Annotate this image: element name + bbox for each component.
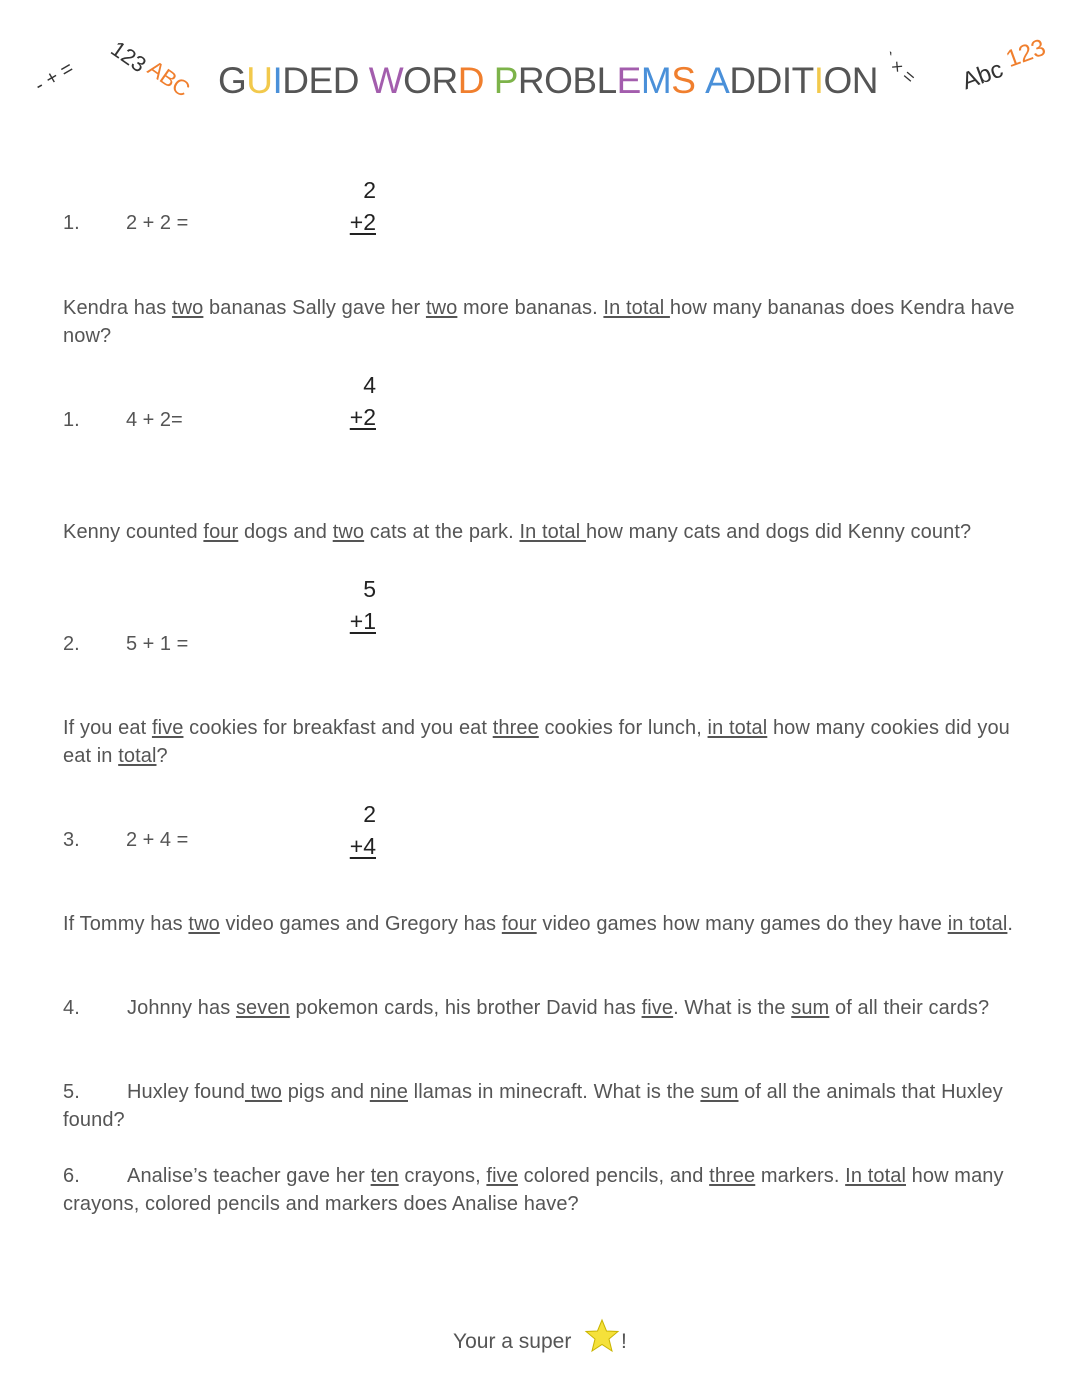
numbered-problem-5 [63,1078,1028,1134]
underlined-keyword: two [171,297,204,319]
text-segment: bananas Sally gave her [203,297,426,319]
text-segment: Analise’s teacher gave her [127,1165,371,1187]
underlined-keyword: two [188,913,220,935]
title-letter: M [640,60,672,101]
underlined-keyword: sum [791,997,830,1019]
text-segment: llamas in minecraft. What is the [408,1081,701,1103]
underlined-keyword: five [486,1165,518,1187]
title-letter: L [596,60,617,101]
numbered-problem-4 [63,994,1028,1022]
addend-top: 2 [363,801,376,827]
title-letter: D [729,60,756,101]
text-segment: ? [156,745,168,767]
star-icon [584,1318,620,1354]
addend-bottom: +1 [349,608,376,634]
problem-expression: 4 + 2= [126,409,183,431]
text-segment: dogs and [238,521,333,543]
text-segment: how many cats and dogs did Kenny count? [585,521,972,543]
title-letter [484,60,494,102]
deco-right-symbols: ` × = [878,48,920,88]
vertical-addition [336,369,376,433]
title-letter: D [332,60,359,101]
title-letter: T [791,60,814,101]
text-segment: pokemon cards, his brother David has [289,997,642,1019]
vertical-addition [336,798,376,862]
underlined-keyword: two [244,1081,283,1103]
title-letter: S [671,60,696,101]
underlined-keyword: in total [707,717,768,739]
title-letter: B [572,60,597,101]
underlined-keyword: ten [370,1165,399,1187]
title-letter: A [705,60,730,101]
underlined-keyword: total [118,745,157,767]
underlined-keyword: three [709,1165,756,1187]
title-letter: D [755,60,782,101]
addend-top: 4 [363,372,376,398]
word-problem-2 [63,518,1028,546]
underlined-keyword: In total [845,1165,906,1187]
title-letter: I [272,60,283,101]
addend-top: 2 [363,177,376,203]
underlined-keyword: five [151,717,184,739]
problem-expression: 2 + 2 = [126,212,189,234]
addend-bottom: +2 [349,404,376,430]
title-letter: U [246,60,273,101]
problem-number: 1. [63,212,80,234]
title-letter [695,60,705,102]
problem-expression: 5 + 1 = [126,633,189,655]
text-segment: more bananas. [457,297,604,319]
text-segment: If Tommy has [63,913,189,935]
text-segment: of all their cards? [829,997,990,1019]
underlined-keyword: in total [947,913,1008,935]
word-problem-4 [63,910,1028,938]
text-segment: cats at the park. [364,521,520,543]
text-segment: video games and Gregory has [219,913,502,935]
underlined-keyword: In total [519,521,586,543]
underlined-keyword: two [425,297,458,319]
underlined-keyword: In total [603,297,670,319]
page-title [218,60,878,102]
problem-number: 3. [63,829,80,851]
text-segment: of all the animals that Huxley found? [63,1081,1003,1131]
deco-left-abc [143,55,195,102]
underlined-keyword: two [332,521,365,543]
text-segment: . What is the [673,997,792,1019]
title-letter: D [282,60,309,101]
title-letter: I [813,60,824,101]
title-letter: O [823,60,852,101]
problem-number: 2. [63,633,80,655]
text-segment: cookies for lunch, [538,717,708,739]
text-segment: how many cookies did you eat in [63,717,1010,767]
problem-number: 1. [63,409,80,431]
word-problem-1 [63,294,1028,350]
text-segment: crayons, [398,1165,487,1187]
underlined-keyword: five [641,997,674,1019]
text-segment: video games how many games do they have [536,913,948,935]
addend-bottom: +4 [349,833,376,859]
deco-right-abc: Abc [958,55,1007,96]
title-letter: R [431,60,458,101]
deco-left-abc-text: ABC [143,55,195,102]
title-letter: O [403,60,432,101]
title-letter [359,60,369,102]
underlined-keyword: sum [700,1081,739,1103]
numbered-problem-6 [63,1162,1028,1218]
text-segment: Huxley found [127,1081,245,1103]
underlined-keyword: four [203,521,239,543]
title-letter: E [308,60,333,101]
addend-bottom: +2 [349,209,376,235]
footer-exclamation: ! [621,1330,627,1353]
text-segment: markers. [755,1165,846,1187]
text-segment: how many bananas does Kendra have now? [63,297,1015,347]
deco-left-123: 123 [106,35,151,78]
vertical-addition [336,573,376,637]
underlined-keyword: four [501,913,537,935]
text-segment: cookies for breakfast and you eat [183,717,493,739]
text-segment: Johnny has [127,997,236,1019]
text-segment: colored pencils, and [517,1165,710,1187]
title-letter: W [368,60,404,101]
text-segment: Kendra has [63,297,172,319]
deco-left-symbols: - + = [31,57,78,97]
deco-right-123: 123 [1002,33,1050,74]
problem-expression: 2 + 4 = [126,829,189,851]
title-letter: D [457,60,484,101]
footer-text: Your a super [453,1330,572,1353]
underlined-keyword: three [492,717,539,739]
text-segment: If you eat [63,717,152,739]
text-segment: pigs and [282,1081,370,1103]
addend-top: 5 [363,576,376,602]
problem-number: 4. [63,997,80,1019]
text-segment: how many crayons, colored pencils and markers does Analise have? [63,1165,1004,1215]
problem-text [63,1165,1004,1215]
text-segment: Kenny counted [63,521,204,543]
title-letter: O [544,60,573,101]
vertical-addition [336,174,376,238]
title-letter: E [616,60,641,101]
word-problem-3 [63,714,1028,770]
underlined-keyword: seven [235,997,290,1019]
title-letter: N [851,60,878,101]
problem-number: 5. [63,1081,80,1103]
title-letter: P [493,60,518,101]
underlined-keyword: nine [369,1081,408,1103]
title-letter: G [218,60,247,101]
title-letter: I [781,60,792,101]
problem-text [127,997,989,1019]
text-segment: . [1007,913,1014,935]
problem-text [63,1081,1003,1131]
title-letter: R [517,60,545,101]
problem-number: 6. [63,1165,80,1187]
